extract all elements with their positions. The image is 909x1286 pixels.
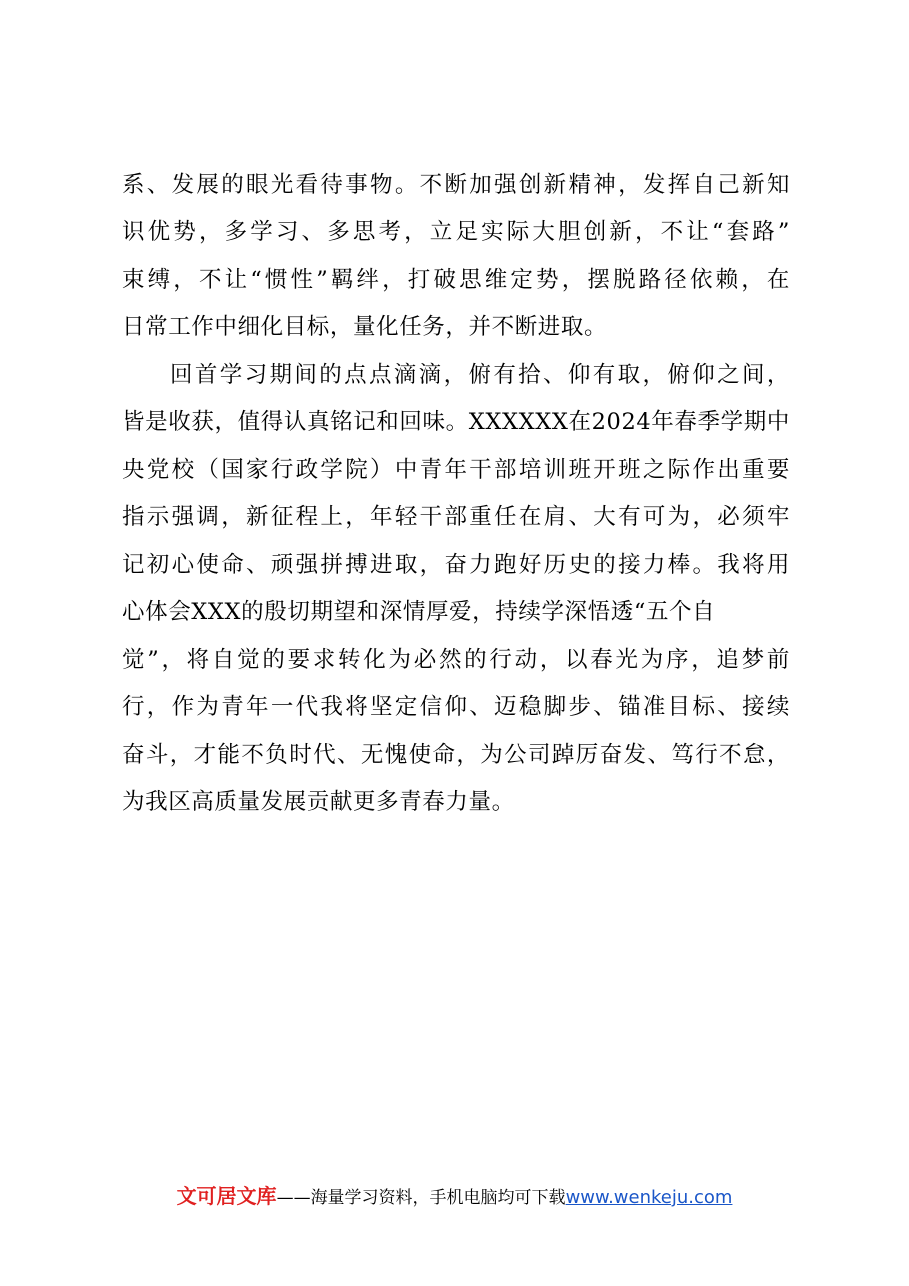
body-text-line: 记初心使命、顽强拼搏进取，奋力跑好历史的接力棒。我将用 (122, 552, 790, 578)
body-text-line: 皆是收获，值得认真铭记和回味。XXXXXX在2024年春季学期中 (122, 409, 790, 435)
body-text-line: 觉”，将自觉的要求转化为必然的行动，以春光为序，追梦前 (122, 647, 790, 673)
body-text-line: 行，作为青年一代我将坚定信仰、迈稳脚步、锚准目标、接续 (122, 694, 790, 720)
body-text-line: 日常工作中细化目标，量化任务，并不断进取。 (122, 314, 608, 340)
footer-banner (0, 1180, 909, 1209)
body-text-line: 奋斗，才能不负时代、无愧使命，为公司踔厉奋发、笃行不怠， (122, 742, 790, 768)
body-text-line: 系、发展的眼光看待事物。不断加强创新精神，发挥自己新知 (122, 172, 790, 198)
brand-name: 文可居文库 (176, 1184, 277, 1208)
body-text-line: 央党校（国家行政学院）中青年干部培训班开班之际作出重要 (122, 457, 790, 483)
footer-slogan: ——海量学习资料，手机电脑均可下载 (276, 1188, 566, 1208)
body-text-line: 心体会XXX的殷切期望和深情厚爱，持续学深悟透“五个自 (122, 599, 716, 625)
body-text-line: 识优势，多学习、多思考，立足实际大胆创新，不让“套路” (122, 219, 790, 245)
body-text-line: 为我区高质量发展贡献更多青春力量。 (122, 789, 515, 815)
website-link[interactable]: www.wenkeju.com (565, 1187, 733, 1208)
body-text-line: 束缚，不让“惯性”羁绊，打破思维定势，摆脱路径依赖，在 (122, 267, 790, 293)
paragraph-first-line: 回首学习期间的点点滴滴，俯有拾、仰有取，俯仰之间， (170, 362, 790, 388)
body-text-line: 指示强调，新征程上，年轻干部重任在肩、大有可为，必须牢 (122, 504, 790, 530)
